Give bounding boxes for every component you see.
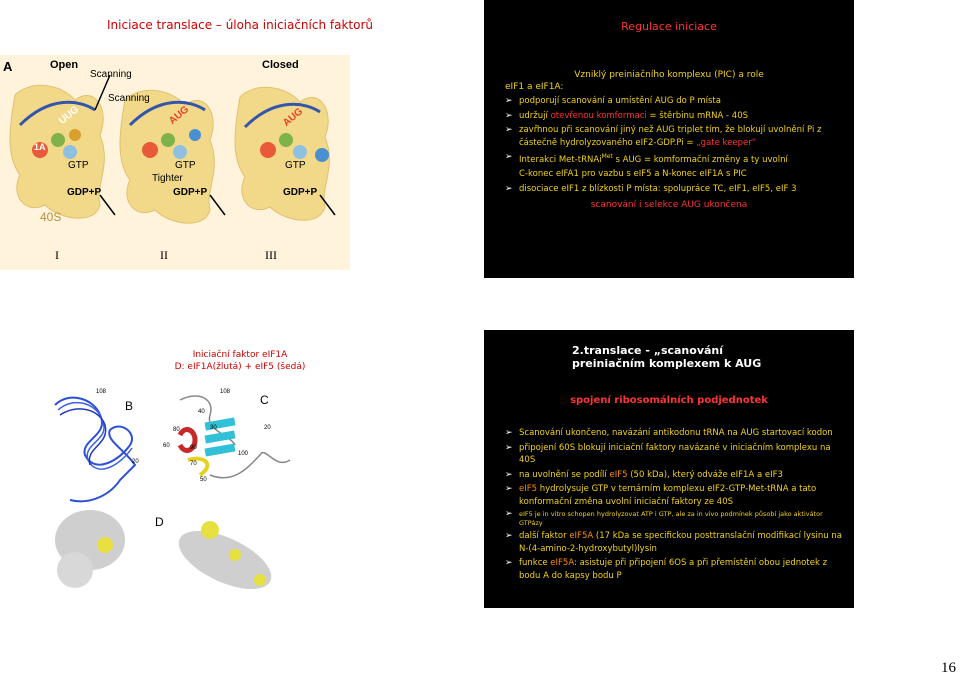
bullet-text: Interakci Met-tRNAi: [519, 154, 602, 165]
bullet-item: [505, 557, 845, 582]
slide-4-title: 2.translace - „scanování preiniačním komplexem k AUG: [572, 344, 762, 370]
res-100: 100: [238, 451, 249, 457]
roman-1: I: [55, 248, 59, 262]
bullet-text: další faktor: [519, 531, 570, 541]
bullet-text: : asistuje při připojení 6OS a při přemístění obou jednotek z bodu A do kapsy bodu P: [519, 558, 828, 581]
bullet-item: [505, 510, 845, 528]
slide-2-lead: eIF1 a eIF1A:: [505, 82, 564, 92]
slide-3-title-2: D: eIF1A(žlutá) + eIF5 (šedá): [174, 362, 306, 372]
res-20-b: 20: [132, 459, 139, 465]
slide-1: [0, 0, 480, 290]
bullet-text: eIF5A: [550, 558, 574, 568]
slide-2: [484, 0, 854, 278]
label-open: Open: [50, 59, 79, 71]
bullet-text: Scanování ukončeno, navázání antikodonu tRNA na AUG startovací kodon: [519, 428, 833, 438]
slide-2-bullets: [505, 95, 840, 197]
bullet-arrow-icon: ➢: [505, 469, 513, 480]
bullet-arrow-icon: ➢: [505, 428, 513, 438]
bullet-item: [505, 427, 845, 440]
res-50: 50: [200, 477, 207, 483]
bullet-text: eIF5: [609, 469, 628, 480]
slide-4-bullets: [505, 427, 845, 584]
panel-label-b: B: [125, 399, 134, 413]
roman-3: III: [265, 248, 277, 262]
bullet-text: na uvolnění se podílí: [519, 469, 610, 480]
label-gdp-2: GDP+P: [173, 187, 208, 198]
slide-4-subtitle: spojení ribosomálních podjednotek: [570, 395, 768, 406]
slide-2-heading: Vzniklý preiniačního komplexu (PIC) a role: [574, 70, 764, 80]
bullet-text: otevřenou komformaci: [550, 110, 647, 121]
res-108-b: 108: [96, 389, 107, 395]
panel-label-a: A: [3, 59, 13, 74]
bullet-item: [505, 442, 845, 467]
bullet-item: [505, 469, 845, 482]
bullet-text: disociace eIF1 z blízkosti P místa: spolupráce TC, eIF1, eIF5, eIF 3: [519, 183, 797, 194]
label-gtp-3: GTP: [285, 160, 306, 171]
bullet-arrow-icon: ➢: [505, 509, 513, 519]
bullet-item: [505, 530, 845, 555]
res-70: 70: [190, 461, 197, 467]
slide-2-footer: scanování i selekce AUG ukončena: [590, 200, 748, 210]
bullet-text: zavřhnou při scanování jiný než AUG triplet tím, že blokují uvolnění Pi z částečně hydrolyzovaného eIF2-GDP.Pi =: [519, 125, 822, 148]
bullet-arrow-icon: ➢: [505, 183, 513, 194]
label-tighter: Tighter: [152, 173, 183, 184]
res-90: 90: [190, 445, 197, 451]
bullet-arrow-icon: ➢: [505, 531, 513, 541]
bullet-item: [505, 110, 840, 123]
res-80: 80: [173, 427, 180, 433]
bullet-text: C-konec eIFA1 pro vazbu s eIF5 a N-konec eIF1A s PIC: [519, 169, 747, 180]
bullet-text: eIF5A: [569, 531, 594, 541]
bullet-text: udržují: [519, 110, 551, 121]
res-30: 30: [210, 425, 217, 431]
label-gtp-2: GTP: [175, 160, 196, 171]
res-60: 60: [163, 443, 170, 449]
bullet-arrow-icon: ➢: [505, 558, 513, 568]
label-scanning-2: Scanning: [108, 93, 150, 104]
label-gdp-1: GDP+P: [67, 187, 102, 198]
label-aug-2: AUG: [281, 106, 306, 129]
label-40s: 40S: [40, 210, 62, 224]
bullet-text: s AUG = komformační změny a ty uvolní: [612, 154, 788, 165]
slide-3-title-1: Iniciační faktor eIF1A: [192, 350, 288, 360]
label-gdp-3: GDP+P: [283, 187, 318, 198]
bullet-item: [505, 168, 840, 181]
bullet-arrow-icon: ➢: [505, 484, 513, 494]
slide-1-title: Iniciace translace – úloha iniciačních faktorů: [107, 18, 373, 32]
bullet-text: podporují scanování a umístění AUG do P místa: [519, 96, 721, 106]
bullet-text: (17 kDa se specifickou posttranslační modifikací lysinu na N-(4-amino-2-hydroxybutyl)lysin: [519, 531, 842, 554]
slide-4: [484, 330, 854, 608]
bullet-arrow-icon: ➢: [505, 96, 513, 106]
bullet-item: [505, 183, 840, 196]
bullet-text: eIF5: [519, 484, 538, 494]
bullet-text: eIF5 je in vitro schopen hydrolyzovat ATP i GTP, ale za in vivo podmínek působí jako aktivátor GTPázy: [519, 510, 823, 527]
label-aug-1: AUG: [167, 104, 192, 127]
bullet-text: hydrolysuje GTP v ternárním komplexu eIF2-GTP-Met-tRNA a tato konformační změna uvolní iniciační faktory ze 40S: [519, 484, 817, 507]
bullet-arrow-icon: ➢: [505, 442, 513, 453]
bullet-text: funkce: [519, 558, 551, 568]
label-closed: Closed: [262, 59, 299, 71]
bullet-text: Met: [601, 153, 613, 160]
bullet-item: [505, 151, 840, 166]
bullet-arrow-icon: ➢: [505, 152, 513, 162]
bullet-item: [505, 483, 845, 508]
panel-label-c: C: [260, 393, 269, 407]
roman-2: II: [160, 248, 168, 262]
bullet-text: připojení 60S blokují iniciační faktory navázané v iniciačním komplexu na 40S: [519, 442, 831, 465]
bullet-arrow-icon: ➢: [505, 125, 513, 135]
label-gtp-1: GTP: [68, 160, 89, 171]
bullet-item: [505, 95, 840, 108]
slide-2-title: Regulace iniciace: [621, 20, 717, 33]
label-1a-1: 1A: [34, 142, 46, 152]
ribosome-scanning-figure: [0, 55, 350, 270]
res-40: 40: [198, 409, 205, 415]
res-20-c: 20: [264, 425, 271, 431]
bullet-text: (50 kDa), který odváže eIF1A a eIF3: [627, 469, 783, 480]
bullet-item: [505, 124, 840, 149]
slide-3: [0, 330, 480, 630]
bullet-text: „gate keeper“: [696, 137, 757, 148]
protein-structures-figure: [50, 385, 300, 610]
res-108-c: 108: [220, 389, 231, 395]
panel-label-d: D: [155, 515, 164, 529]
bullet-arrow-icon: ➢: [505, 110, 513, 121]
label-uug: UUG: [57, 104, 82, 127]
label-scanning-1: Scanning: [90, 69, 132, 80]
page-number: 16: [941, 660, 956, 676]
protein-diagram: [50, 385, 300, 610]
bullet-text: = štěrbinu mRNA - 40S: [646, 110, 749, 121]
